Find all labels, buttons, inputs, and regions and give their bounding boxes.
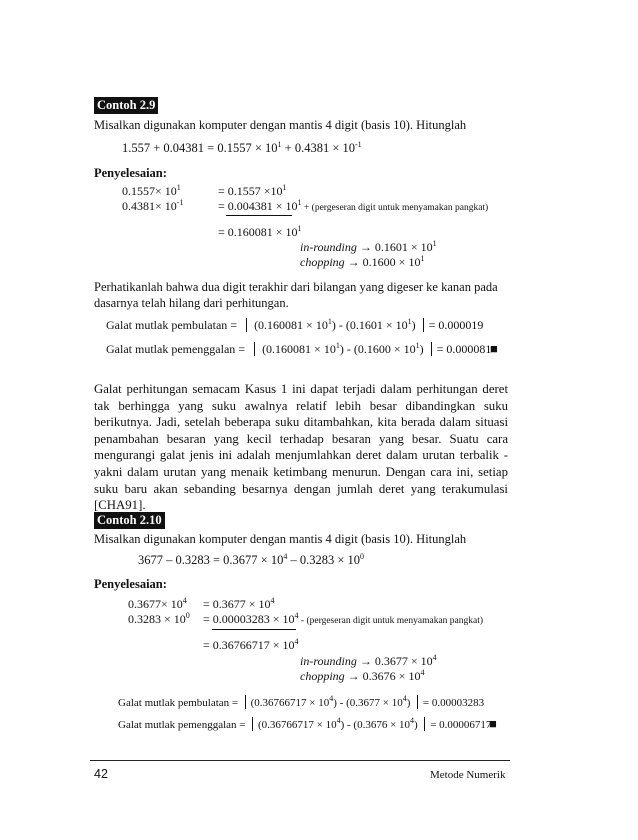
equation-part: 1.557 + 0.04381 = 0.1557 × 10: [122, 141, 278, 155]
error-label: Galat mutlak pemenggalan =: [118, 719, 246, 731]
chopping-row: [300, 255, 424, 270]
example-equation: [138, 553, 364, 568]
error-term: (0.160081 × 10: [262, 342, 336, 356]
rounding-error-row: [118, 695, 484, 709]
example-label: [94, 511, 165, 529]
rounding-value: → 0.3677 × 10: [356, 654, 433, 668]
error-term: ): [414, 719, 418, 731]
solution-heading: Penyelesaian:: [94, 166, 167, 180]
error-term: ) - (0.3676 × 10: [340, 719, 411, 731]
error-result: = 0.00006717: [430, 719, 492, 731]
step-row-left: [122, 199, 183, 214]
exponent: 4: [402, 694, 407, 703]
exponent: 4: [329, 694, 334, 703]
step-row-right: [203, 597, 275, 612]
exponent: 1: [327, 317, 332, 326]
error-term: ): [419, 342, 424, 356]
abs-bar: [417, 695, 418, 709]
exponent: 4: [283, 552, 288, 561]
exponent: 4: [410, 716, 415, 725]
error-result: = 0.000081: [436, 342, 492, 356]
error-term: ): [406, 697, 411, 709]
exponent: 0: [185, 611, 190, 620]
exponent: 4: [420, 668, 425, 677]
rounding-row: [300, 240, 437, 255]
example-label-text: Contoh 2.10: [94, 512, 165, 529]
equation-part: 3677 – 0.3283 = 0.3677 × 10: [138, 553, 284, 567]
step-row-left: [128, 597, 187, 612]
error-label: Galat mutlak pembulatan =: [118, 697, 239, 709]
exponent: 1: [420, 254, 425, 263]
abs-bar: [424, 717, 425, 731]
exponent: 4: [294, 637, 299, 646]
step-text: = 0.3677 × 10: [203, 597, 271, 611]
exponent: 1: [297, 198, 302, 207]
exponent: 4: [270, 596, 275, 605]
footer-rule: [90, 760, 510, 761]
exponent: 1: [335, 341, 340, 350]
step-result: [203, 638, 299, 653]
example-intro: Misalkan digunakan komputer dengan mantis 4 digit (basis 10). Hitunglah: [94, 118, 467, 132]
rounding-row: [300, 654, 437, 669]
exponent: 4: [432, 653, 437, 662]
equation-part: – 0.3283 × 10: [287, 553, 361, 567]
example-equation: [122, 141, 362, 156]
exponent: 4: [336, 716, 341, 725]
step-text: = 0.36766717 × 10: [203, 638, 295, 652]
chopping-value: → 0.1600 × 10: [344, 255, 421, 269]
chopping-row: [300, 669, 424, 684]
body-paragraph: Galat perhitungan semacam Kasus 1 ini dapat terjadi dalam perhitungan deret tak berhingga yang suku awalnya relatif lebih besar dibandingkan suku berikutnya. Jadi, setelah beberapa suku ditambahkan, kita berada dalam situasi penambahan besaran yang kecil terhadap besaran yang besar. Suatu cara mengurangi galat jenis ini adalah menjumlahkan deret dalam urutan terbalik -yakni dalam urutan yang menaik ketimbang menurun. Dengan cara ini, setiap suku baru akan sebanding besarnya dengan jumlah deret yang terakumulasi [CHA91].: [94, 382, 508, 513]
exponent: 1: [432, 239, 437, 248]
abs-bar: [254, 342, 255, 356]
exponent: 4: [182, 596, 187, 605]
exponent: 1: [407, 317, 412, 326]
sum-line: [212, 629, 296, 630]
error-result: = 0.000019: [428, 318, 484, 332]
error-term: ) - (0.1601 × 10: [331, 318, 408, 332]
error-result: = 0.00003283: [422, 697, 485, 709]
step-row-right: [218, 184, 287, 199]
abs-bar: [431, 342, 432, 356]
solution-heading: Penyelesaian:: [94, 577, 167, 591]
page-number: 42: [94, 767, 108, 781]
step-text: = 0.160081 × 10: [218, 225, 298, 239]
step-note: + (pergeseran digit untuk menyamakan pangkat): [301, 203, 489, 213]
chopping-error-row: [106, 342, 491, 357]
qed-symbol: ■: [490, 341, 498, 356]
exponent: 1: [415, 341, 420, 350]
abs-bar: [246, 318, 247, 332]
exponent: -1: [355, 140, 362, 149]
step-result: [218, 225, 302, 240]
chopping-label: chopping: [300, 255, 345, 269]
step-text: 0.1557× 10: [122, 184, 177, 198]
chopping-value: → 0.3676 × 10: [344, 669, 421, 683]
error-term: (0.36766717 × 10: [257, 719, 337, 731]
abs-bar: [252, 717, 253, 731]
error-term: ) - (0.3677 × 10: [333, 697, 403, 709]
exponent: 0: [360, 552, 365, 561]
example-label: [94, 96, 158, 114]
abs-bar: [245, 695, 246, 709]
step-text: 0.4381× 10: [122, 199, 177, 213]
sum-line: [226, 215, 292, 216]
exponent: 1: [297, 224, 302, 233]
example-label-text: Contoh 2.9: [94, 97, 158, 114]
step-note: - (pergeseran digit untuk menyamakan pangkat): [298, 616, 484, 626]
error-term: (0.36766717 × 10: [250, 697, 330, 709]
rounding-label: in-rounding: [300, 240, 357, 254]
exponent: 1: [277, 140, 282, 149]
step-text: 0.3677× 10: [128, 597, 183, 611]
error-term: ): [411, 318, 416, 332]
step-text: = 0.004381 × 10: [218, 199, 298, 213]
note-paragraph: Perhatikanlah bahwa dua digit terakhir dari bilangan yang digeser ke kanan pada dasarnya telah hilang dari perhitungan.: [94, 280, 498, 310]
error-term: ) - (0.1600 × 10: [339, 342, 416, 356]
book-title: Metode Numerik: [430, 769, 506, 781]
step-row-left: [122, 184, 181, 199]
error-term: (0.160081 × 10: [254, 318, 328, 332]
exponent: 1: [176, 183, 181, 192]
exponent: 4: [294, 611, 299, 620]
exponent: -1: [176, 198, 184, 207]
error-label: Galat mutlak pembulatan =: [106, 318, 238, 332]
error-label: Galat mutlak pemenggalan =: [106, 342, 246, 356]
qed-symbol: ■: [489, 716, 497, 731]
chopping-error-row: [118, 717, 491, 731]
step-row-right: [218, 199, 488, 214]
abs-bar: [423, 318, 424, 332]
exponent: 1: [282, 183, 287, 192]
rounding-label: in-rounding: [300, 654, 357, 668]
rounding-value: → 0.1601 × 10: [356, 240, 433, 254]
chopping-label: chopping: [300, 669, 345, 683]
step-row-right: [203, 612, 483, 627]
step-text: 0.3283 × 10: [128, 612, 186, 626]
step-text: = 0.00003283 × 10: [203, 612, 295, 626]
equation-part: + 0.4381 × 10: [281, 141, 356, 155]
rounding-error-row: [106, 318, 483, 333]
step-row-left: [128, 612, 190, 627]
step-text: = 0.1557 ×10: [218, 184, 283, 198]
example-intro: Misalkan digunakan komputer dengan mantis 4 digit (basis 10). Hitunglah: [94, 532, 467, 546]
